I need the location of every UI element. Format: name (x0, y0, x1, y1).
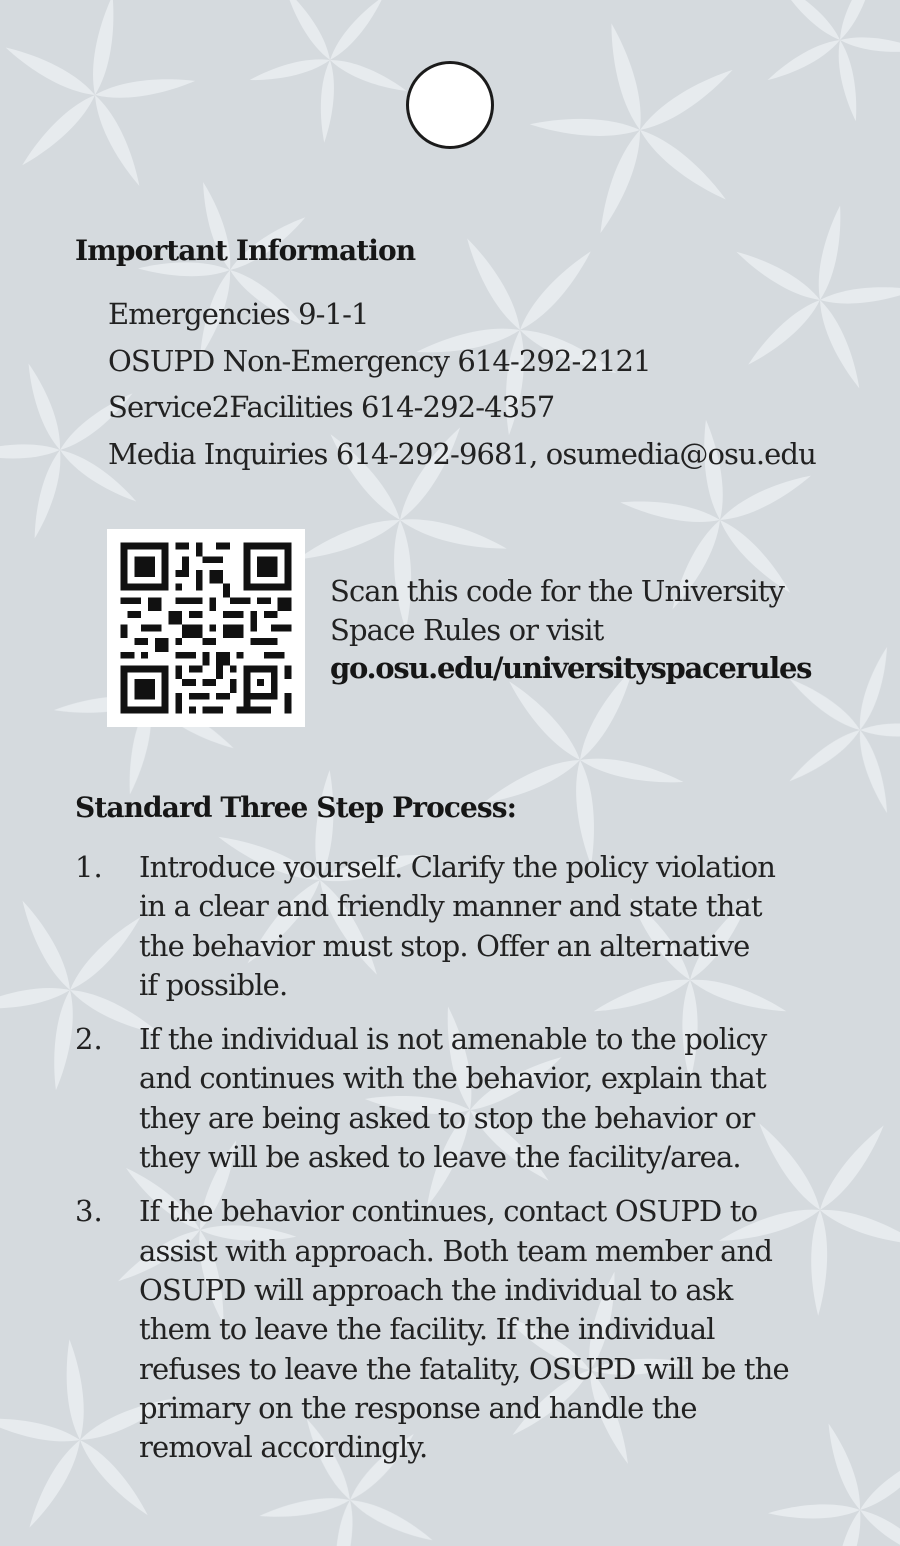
step-number: 1. (75, 850, 103, 884)
step-number: 3. (75, 1194, 103, 1229)
osupd-non-emergency-line: OSUPD Non-Emergency 614-292-2121 (108, 343, 651, 378)
contact-list (108, 294, 816, 480)
qr-code (107, 529, 305, 727)
step-number: 2. (75, 1022, 103, 1057)
space-rules-url[interactable]: go.osu.edu/universityspacerules (330, 651, 812, 685)
qr-text-line1: Scan this code for the University (330, 574, 784, 608)
step-3 (75, 1192, 815, 1467)
service2facilities-line: Service2Facilities 614-292-4357 (108, 390, 555, 424)
step-text: If the behavior continues, contact OSUPD to assist with approach. Both team member and OSUPD will approach the individual to ask them to leave the facility. If the individual refuses to leave the fatality, OSUPD will be the primary on the response and handle the removal accordingly. (139, 1194, 789, 1465)
step-text: Introduce yourself. Clarify the policy violation in a clear and friendly manner and state that the behavior must stop. Offer an alternative if possible. (139, 850, 776, 1002)
step-2 (75, 1020, 815, 1177)
emergency-line: Emergencies 9-1-1 (108, 297, 369, 331)
qr-instructions (330, 572, 870, 688)
qr-text-line2: Space Rules or visit (330, 612, 604, 647)
step-1 (75, 848, 815, 1005)
process-steps (75, 848, 815, 1482)
media-inquiries-line: Media Inquiries 614-292-9681, osumedia@osu.edu (108, 436, 816, 471)
important-info-heading: Important Information (75, 234, 416, 267)
process-heading: Standard Three Step Process: (75, 791, 517, 824)
step-text: If the individual is not amenable to the policy and continues with the behavior, explain that they are being asked to stop the behavior or they will be asked to leave the facility/area. (139, 1022, 767, 1175)
hang-hole (406, 61, 494, 149)
